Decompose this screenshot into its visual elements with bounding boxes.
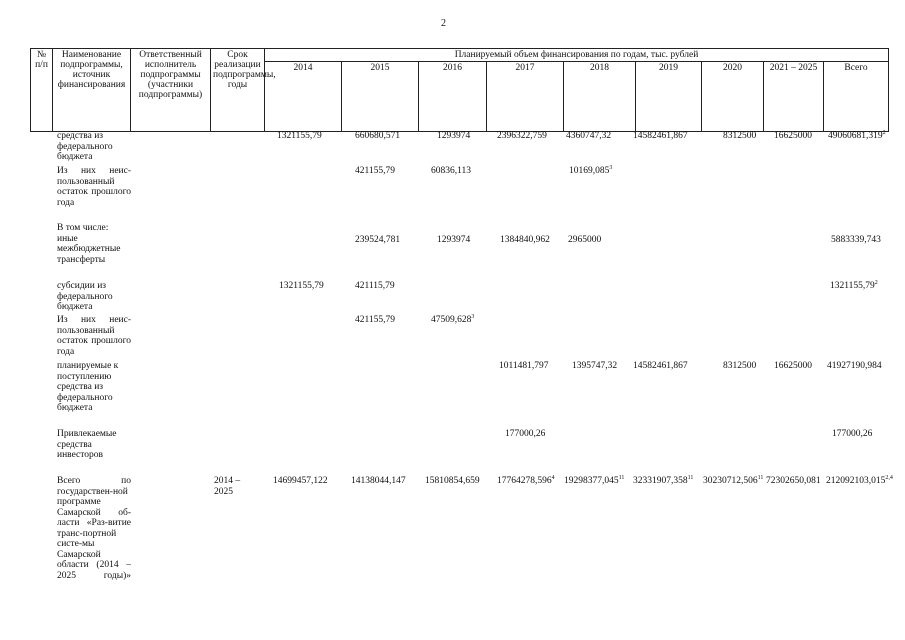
col-term: Срок реализации подпрограммы, годы (211, 49, 265, 132)
col-year: 2015 (342, 62, 419, 132)
cell-2015: 14138044,147 (351, 476, 406, 486)
cell-total: 41927190,984 (827, 361, 882, 371)
cell-total: 212092103,015$^{2,4}$ (826, 474, 893, 486)
row-label: В том числе: иные межбюджетные трансферты (57, 223, 121, 265)
col-no: № п/п (31, 49, 53, 132)
cell-2015: 421155,79 (355, 166, 396, 176)
cell-2016: 15810854,659 (425, 476, 480, 486)
table-header (30, 48, 889, 132)
col-year: 2019 (636, 62, 702, 132)
cell-2018: 19298377,045$^{11}$ (564, 474, 625, 486)
col-year: 2021 – 2025 (764, 62, 824, 132)
col-year: 2016 (419, 62, 487, 132)
row-label: планируемые к поступлению средства из федерального бюджета (57, 361, 119, 413)
cell-2016: 60836,113 (431, 166, 472, 176)
cell-2016: 47509,628$^3$ (431, 313, 475, 325)
cell-total: 5883339,743 (831, 235, 881, 245)
cell-2017: 1011481,797 (499, 361, 549, 371)
cell-total: 49060681,319$^2$ (828, 129, 886, 141)
col-year: 2018 (564, 62, 636, 132)
row-label: Всего по государствен-ной программе Самарской об-ласти «Раз-витие транс-портной систе-мы Самарской области (2014 – 2025 годы)» (57, 476, 131, 581)
col-executor: Ответственный исполнитель подпрограммы (участники подпрограммы) (131, 49, 211, 132)
cell-2015: 421115,79 (355, 281, 395, 291)
col-year: 2014 (265, 62, 342, 132)
cell-2020: 8312500 (723, 361, 757, 371)
cell-2019: 32331907,358$^{11}$ (633, 474, 694, 486)
col-year: 2017 (487, 62, 564, 132)
cell-2019: 14582461,867 (633, 131, 688, 141)
page-number: 2 (441, 18, 446, 29)
col-total: Всего (824, 62, 889, 132)
cell-2018: 1395747,32 (572, 361, 618, 371)
cell-2018: 10169,085$^3$ (569, 164, 613, 176)
col-year: 2020 (702, 62, 764, 132)
cell-2018: 2965000 (568, 235, 602, 245)
cell-2015: 421155,79 (355, 315, 396, 325)
cell-total: 177000,26 (832, 429, 873, 439)
cell-2021-2025: 16625000 (774, 361, 812, 371)
cell-2019: 14582461,867 (633, 361, 688, 371)
cell-2021-2025: 72302650,081 (766, 476, 821, 486)
row-label: средства из федерального бюджета (57, 131, 113, 162)
cell-2017: 177000,26 (505, 429, 546, 439)
cell-2017: 1384840,962 (500, 235, 550, 245)
cell-term: 2014 – 2025 (214, 476, 241, 497)
cell-2015: 239524,781 (355, 235, 401, 245)
cell-2017: 2396322,759 (497, 131, 547, 141)
row-label: Из них неис-пользованный остаток прошлого года (57, 166, 131, 208)
row-label: Из них неис-пользованный остаток прошлого года (57, 315, 131, 357)
cell-2014: 1321155,79 (277, 131, 322, 141)
cell-2020: 8312500 (723, 131, 757, 141)
cell-2017: 17764278,596$^4$ (497, 474, 555, 486)
row-label: субсидии из федерального бюджета (57, 281, 113, 312)
cell-2021-2025: 16625000 (774, 131, 812, 141)
col-group: Планируемый объем финансирования по годам, тыс. рублей (265, 49, 889, 62)
row-label: Привлекаемые средства инвесторов (57, 429, 117, 460)
cell-2014: 14699457,122 (273, 476, 328, 486)
cell-2016: 1293974 (437, 235, 471, 245)
cell-2014: 1321155,79 (279, 281, 324, 291)
col-name: Наименование подпрограммы, источник финансирования (53, 49, 131, 132)
cell-2020: 30230712,506$^{11}$ (703, 474, 764, 486)
cell-2016: 1293974 (437, 131, 471, 141)
cell-2018: 4360747,32 (566, 131, 612, 141)
cell-total: 1321155,79$^2$ (830, 279, 878, 291)
cell-2015: 660680,571 (355, 131, 401, 141)
